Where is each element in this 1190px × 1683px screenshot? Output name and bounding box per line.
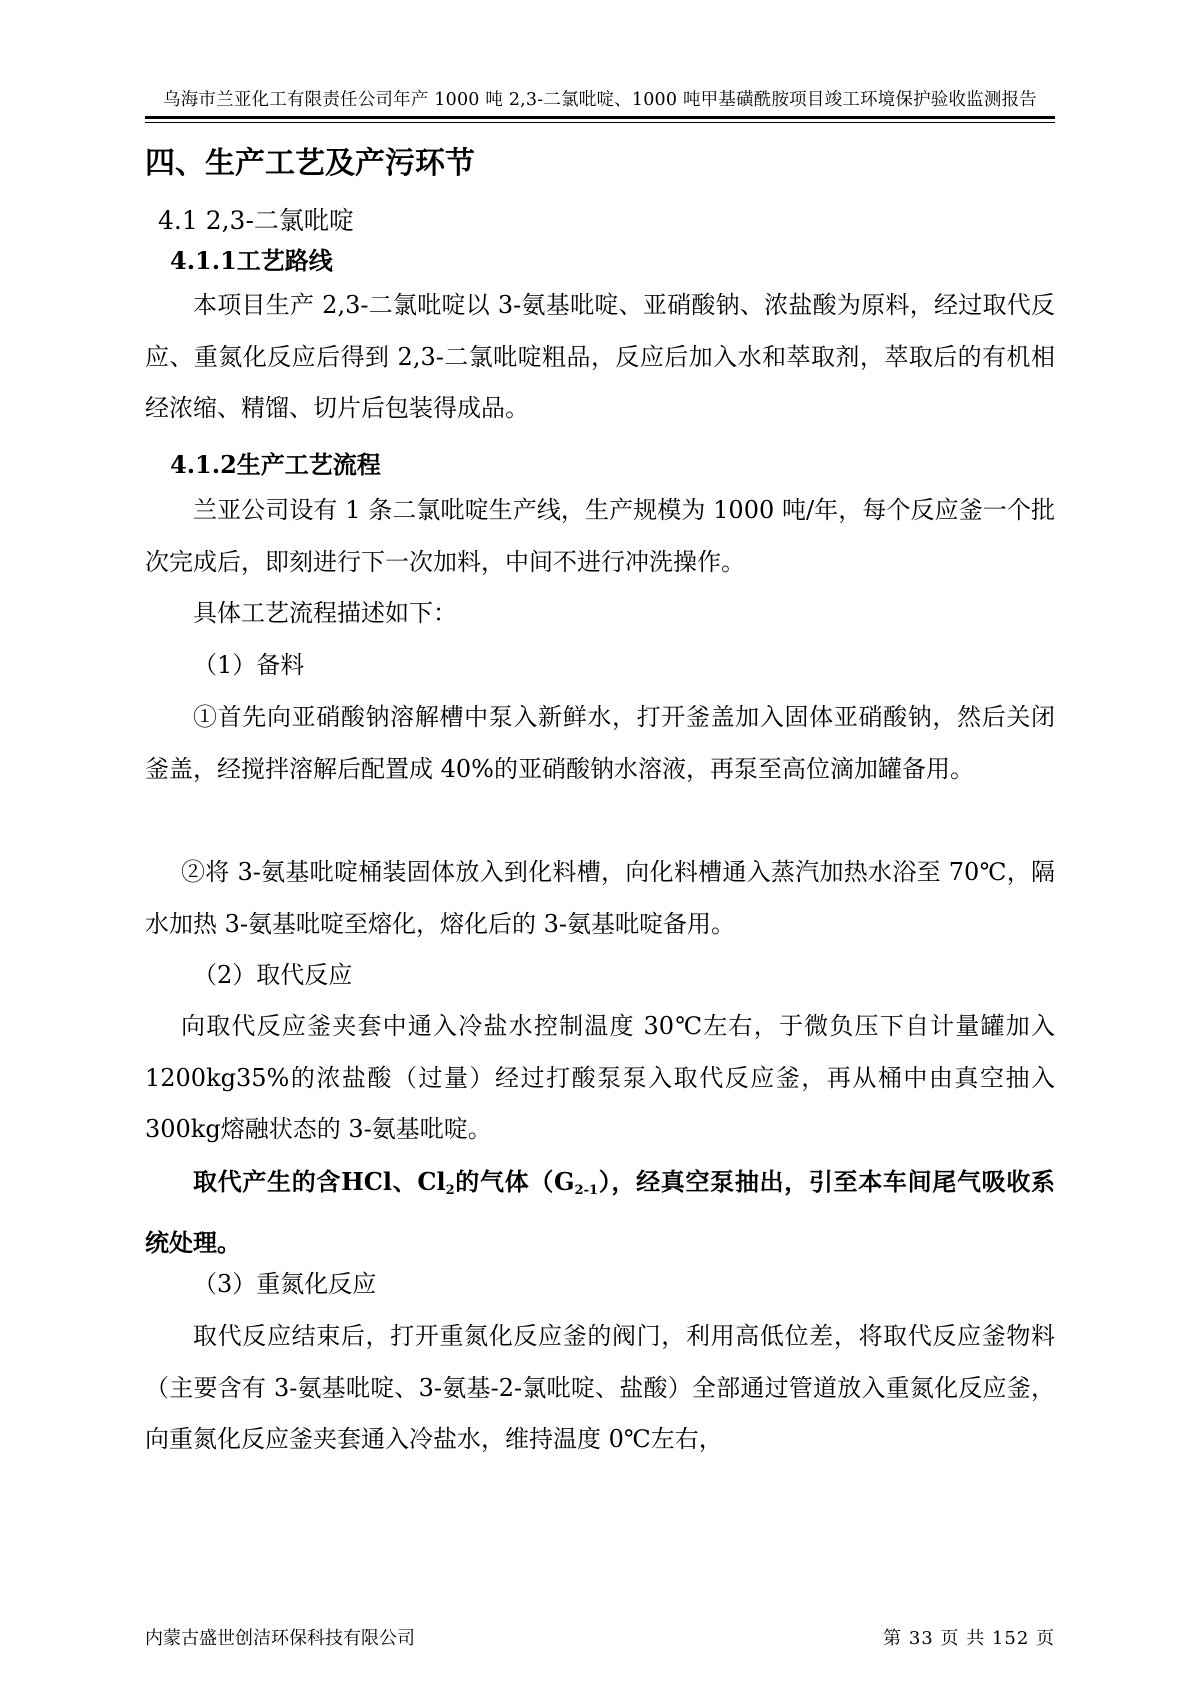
emission-note-mid: 的气体（G — [454, 1167, 575, 1196]
footer-company: 内蒙古盛世创洁环保科技有限公司 — [145, 1628, 415, 1649]
emission-note-pre: 取代产生的含HCl、Cl — [193, 1167, 446, 1196]
emission-note-sub2: 2-1 — [574, 1183, 599, 1198]
footer-page-number: 第 33 页 共 152 页 — [883, 1628, 1055, 1649]
route-heading: 4.1.1工艺路线 — [170, 246, 333, 275]
emission-note-post: ），经真空泵抽出，引至本车间尾气吸收系统处理。 — [145, 1167, 1056, 1257]
flow-intro-paragraph: 兰亚公司设有 1 条二氯吡啶生产线，生产规模为 1000 吨/年，每个反应釜一个批次完成后，即刻进行下一次加料，中间不进行冲洗操作。 — [145, 496, 1055, 576]
emission-note-paragraph — [145, 1156, 1055, 1268]
step1-a-paragraph: ①首先向亚硝酸钠溶解槽中泵入新鲜水，打开釜盖加入固体亚硝酸钠，然后关闭釜盖，经搅拌溶解后配置成 40%的亚硝酸钠水溶液，再泵至高位滴加罐备用。 — [145, 703, 1055, 783]
flow-desc-paragraph: 具体工艺流程描述如下： — [193, 599, 457, 627]
step1-b-paragraph: ②将 3-氨基吡啶桶装固体放入到化料槽，向化料槽通入蒸汽加热水浴至 70℃，隔水加热 3-氨基吡啶至熔化，熔化后的 3-氨基吡啶备用。 — [145, 858, 1055, 938]
step3-title: （3）重氮化反应 — [193, 1270, 377, 1298]
step3-paragraph: 取代反应结束后，打开重氮化反应釜的阀门，利用高低位差，将取代反应釜物料（主要含有 3-氨基吡啶、3-氨基-2-氯吡啶、盐酸）全部通过管道放入重氮化反应釜，向重氮化反应釜夹套通入冷盐水，维持温度 0℃左右， — [145, 1322, 1055, 1453]
step2-paragraph: 向取代反应釜夹套中通入冷盐水控制温度 30℃左右，于微负压下自计量罐加入 1200kg35%的浓盐酸（过量）经过打酸泵泵入取代反应釜，再从桶中由真空抽入 300kg熔融状态的 3-氨基吡啶。 — [145, 1012, 1055, 1143]
section-title: 四、生产工艺及产污环节 — [145, 146, 475, 181]
flow-heading: 4.1.2生产工艺流程 — [170, 450, 381, 479]
step1-title: （1）备料 — [193, 651, 305, 679]
route-paragraph: 本项目生产 2,3-二氯吡啶以 3-氨基吡啶、亚硝酸钠、浓盐酸为原料，经过取代反应、重氮化反应后得到 2,3-二氯吡啶粗品，反应后加入水和萃取剂，萃取后的有机相经浓缩、精馏、切片后包装得成品。 — [145, 291, 1055, 422]
subsection-title: 4.1 2,3-二氯吡啶 — [158, 206, 354, 235]
step2-title: （2）取代反应 — [193, 961, 353, 989]
emission-note-sub1: 2 — [445, 1183, 455, 1198]
page-header: 乌海市兰亚化工有限责任公司年产 1000 吨 2,3-二氯吡啶、1000 吨甲基磺酰胺项目竣工环境保护验收监测报告 — [163, 90, 1037, 110]
header-rule-thin — [145, 122, 1055, 123]
header-rule-thick — [145, 116, 1055, 119]
